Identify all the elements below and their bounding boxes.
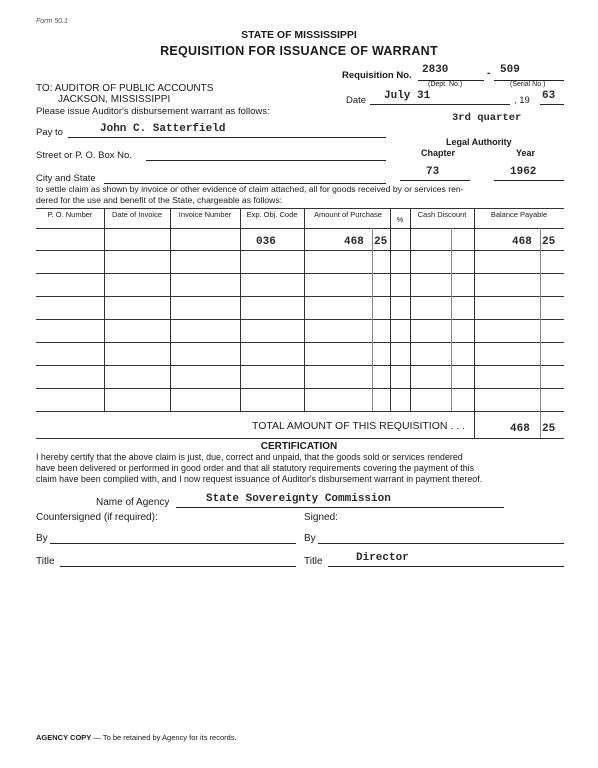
form-title: REQUISITION FOR ISSUANCE OF WARRANT xyxy=(160,44,438,58)
pay-to-value[interactable]: John C. Satterfield xyxy=(100,123,226,135)
signed-title-value[interactable]: Director xyxy=(356,552,409,564)
col-header-pct: % xyxy=(396,215,404,224)
row1-exp-code[interactable]: 036 xyxy=(256,236,276,248)
addressee-line-1: TO: AUDITOR OF PUBLIC ACCOUNTS xyxy=(36,83,214,94)
col-header-amount: Amount of Purchase xyxy=(314,210,382,219)
certification-line-1: I hereby certify that the above claim is just, due, correct and unpaid, that the goods sold or services rendered xyxy=(36,452,463,462)
legal-authority-title: Legal Authority xyxy=(446,137,512,147)
signed-by-line[interactable] xyxy=(318,543,564,544)
signed-label: Signed: xyxy=(304,512,338,523)
requisition-separator: - xyxy=(487,68,491,79)
authority-year-line xyxy=(494,180,564,181)
footer-copy-text: — To be retained by Agency for its records. xyxy=(91,733,237,742)
signed-title-line xyxy=(328,566,564,567)
date-line xyxy=(370,104,510,105)
year-authority-label: Year xyxy=(516,148,536,158)
col-header-balance: Balance Payable xyxy=(490,210,548,219)
signed-title-label: Title xyxy=(304,556,323,567)
col-header-invoice-number: Invoice Number xyxy=(178,210,232,219)
countersigned-title-line[interactable] xyxy=(60,566,296,567)
certification-line-2: have been delivered or performed in good order and that all statutory requirements covering the payment of this xyxy=(36,463,475,473)
col-header-invoice-date: Date of Invoice xyxy=(111,210,163,219)
total-dollars[interactable]: 468 xyxy=(510,423,530,435)
dept-no-value[interactable]: 2830 xyxy=(422,64,449,76)
certification-line-3: claim have been complied with, and I now request issuance of Auditor's disbursement warrant in payment thereof. xyxy=(36,474,483,484)
agency-value[interactable]: State Sovereignty Commission xyxy=(206,493,391,505)
col-header-po: P. O. Number xyxy=(47,210,93,219)
col-header-discount: Cash Discount xyxy=(417,210,467,219)
col-header-exp-code: Exp. Obj. Code xyxy=(246,210,298,219)
pay-to-line xyxy=(68,137,386,138)
requisition-label: Requisition No. xyxy=(342,70,412,81)
chapter-line xyxy=(400,180,470,181)
countersigned-title-label: Title xyxy=(36,556,55,567)
form-number: Form 50.1 xyxy=(36,18,68,25)
pay-to-label: Pay to xyxy=(36,127,63,138)
total-label: TOTAL AMOUNT OF THIS REQUISITION . . . xyxy=(252,420,465,432)
row1-amount-cents[interactable]: 25 xyxy=(374,236,388,248)
addressee-line-2: JACKSON, MISSISSIPPI xyxy=(58,94,171,105)
agency-label: Name of Agency xyxy=(96,497,170,508)
total-cents[interactable]: 25 xyxy=(542,423,556,435)
signed-by-label: By xyxy=(304,533,316,544)
serial-no-value[interactable]: 509 xyxy=(500,64,520,76)
footer-note xyxy=(36,733,237,742)
agency-line xyxy=(176,507,504,508)
city-label: City and State xyxy=(36,173,96,184)
date-label: Date xyxy=(346,95,367,106)
authority-year-value[interactable]: 1962 xyxy=(510,166,537,178)
countersigned-label: Countersigned (if required): xyxy=(36,512,158,523)
row1-amount-dollars[interactable]: 468 xyxy=(344,236,364,248)
year-prefix: , 19 xyxy=(514,95,530,106)
settle-claim-text-1: to settle claim as shown by invoice or other evidence of claim attached, all for goods received by or services ren- xyxy=(36,184,464,194)
year-line xyxy=(540,104,564,105)
date-value[interactable]: July 31 xyxy=(384,90,431,102)
settle-claim-text-2: dered for the use and benefit of the State, chargeable as follows: xyxy=(36,195,283,205)
state-heading: STATE OF MISSISSIPPI xyxy=(241,29,357,41)
footer-copy-label: AGENCY COPY xyxy=(36,733,92,742)
row1-balance-cents[interactable]: 25 xyxy=(542,236,556,248)
chapter-value[interactable]: 73 xyxy=(426,166,440,178)
row1-balance-dollars[interactable]: 468 xyxy=(512,236,532,248)
addressee-line-3: Please issue Auditor's disbursement warrant as follows: xyxy=(36,106,270,117)
countersigned-by-line[interactable] xyxy=(50,543,296,544)
street-line[interactable] xyxy=(146,160,386,161)
street-label: Street or P. O. Box No. xyxy=(36,150,132,161)
dept-no-caption: (Dept. No.) xyxy=(428,81,463,88)
countersigned-by-label: By xyxy=(36,533,48,544)
quarter-note: 3rd quarter xyxy=(452,112,522,124)
certification-title: CERTIFICATION xyxy=(260,441,338,452)
year-value[interactable]: 63 xyxy=(542,90,556,102)
serial-no-caption: (Serial No.) xyxy=(510,81,546,88)
chapter-label: Chapter xyxy=(421,148,456,158)
